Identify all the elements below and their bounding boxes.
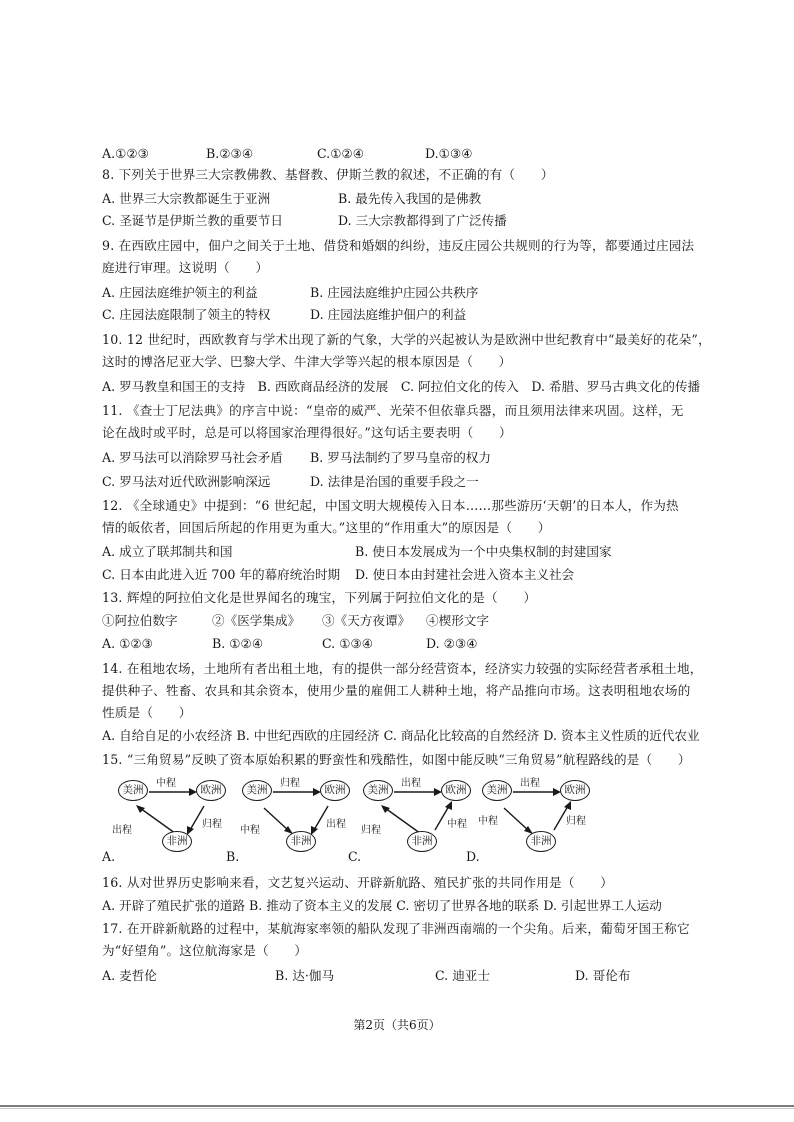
route-label-right: 归程: [566, 816, 586, 827]
triangle-trade-diagram-b: [242, 776, 350, 852]
q10-stem-line2: 这时的博洛尼亚大学、巴黎大学、牛津大学等兴起的根本原因是（ ）: [102, 354, 512, 369]
q12-option-c: C. 日本由此进入近 700 年的幕府统治时期: [102, 567, 341, 582]
q12-stem-line2: 情的皈依者，回国后所起的作用更为重大。”这里的“作用重大”的原因是（ ）: [102, 520, 551, 535]
q14-stem-line3: 性质是（ ）: [102, 705, 192, 720]
q11-option-c: C. 罗马法对近代欧洲影响深远: [102, 474, 271, 489]
q12-stem-line1: 12. 《全球通史》中提到：“6 世纪起，中国文明大规模传入日本……那些游历‘天朝’的日本人，作为热: [102, 498, 679, 513]
route-label-left: 出程: [112, 825, 132, 836]
q17-option-d: D. 哥伦布: [575, 968, 631, 983]
q11-option-a: A. 罗马法可以消除罗马社会矛盾: [102, 450, 283, 465]
q14-options: A. 自给自足的小农经济 B. 中世纪西欧的庄园经济 C. 商品化比较高的自然经济 D. 资本主义性质的近代农业: [102, 728, 700, 743]
diagram-b-letter: B.: [226, 849, 240, 864]
q17-stem-line1: 17. 在开辟新航路的过程中，某航海家率领的船队发现了非洲西南端的一个尖角。后来，葡萄牙国王称它: [102, 921, 690, 936]
q13-option-d: D. ②③④: [426, 636, 478, 651]
q17-option-c: C. 迪亚士: [435, 968, 490, 983]
q11-stem-line1: 11. 《查士丁尼法典》的序言中说：“皇帝的威严、光荣不但依靠兵器，而且须用法律来巩固。这样，无: [102, 403, 684, 418]
q13-option-b: B. ①②④: [212, 636, 264, 651]
q11-option-b: B. 罗马法制约了罗马皇帝的权力: [310, 450, 491, 465]
q17-option-a: A. 麦哲伦: [102, 968, 157, 983]
q8-option-b: B. 最先传入我国的是佛教: [338, 191, 482, 206]
africa-node: 非洲: [162, 831, 192, 852]
america-node: 美洲: [482, 780, 512, 801]
q14-stem-line2: 提供种子、牲畜、农具和其余资本，使用少量的雇佣工人耕种土地，将产品推向市场。这表明租地农场的: [102, 683, 691, 698]
route-label-right: 归程: [202, 819, 222, 830]
america-node: 美洲: [363, 780, 393, 801]
q12-option-d: D. 使日本由封建社会进入资本主义社会: [355, 567, 575, 582]
route-label-left: 归程: [361, 825, 381, 836]
q14-stem-line1: 14. 在租地农场，土地所有者出租土地，有的提供一部分经营资本，经济实力较强的实际经营者承租土地，: [102, 661, 703, 676]
diagram-a-letter: A.: [102, 849, 116, 864]
q17-option-b: B. 达·伽马: [275, 968, 335, 983]
route-label-right: 出程: [326, 819, 346, 830]
q11-option-d: D. 法律是治国的重要手段之一: [310, 474, 479, 489]
q13-item-2: ②《医学集成》: [212, 613, 301, 628]
q16-stem: 16. 从对世界历史影响来看，文艺复兴运动、开辟新航路、殖民扩张的共同作用是（ ）: [102, 875, 613, 890]
route-label-top: 归程: [280, 778, 300, 789]
q8-option-a: A. 世界三大宗教都诞生于亚洲: [102, 191, 271, 206]
route-label-left: 中程: [240, 825, 260, 836]
diagram-d-letter: D.: [466, 849, 480, 864]
q9-stem-line2: 庭进行审理。这说明（ ）: [102, 260, 269, 275]
europe-node: 欧洲: [320, 780, 350, 801]
q7-option-d: D.①③④: [425, 146, 473, 161]
q13-option-c: C. ①③④: [322, 636, 374, 651]
q8-option-d: D. 三大宗教都得到了广泛传播: [338, 213, 507, 228]
q12-option-a: A. 成立了联邦制共和国: [102, 544, 233, 559]
africa-node: 非洲: [286, 831, 316, 852]
africa-node: 非洲: [407, 831, 437, 852]
route-label-right: 中程: [447, 819, 467, 830]
africa-node: 非洲: [526, 831, 556, 852]
q17-stem-line2: 为“好望角”。这位航海家是（ ）: [102, 943, 308, 958]
q7-option-c: C.①②④: [317, 146, 365, 161]
q10-options: A. 罗马教皇和国王的支持 B. 西欧商品经济的发展 C. 阿拉伯文化的传入 D. 希腊、罗马古典文化的传播: [102, 379, 701, 394]
q9-option-b: B. 庄园法庭维护庄园公共秩序: [310, 285, 479, 300]
q13-stem: 13. 辉煌的阿拉伯文化是世界闻名的瑰宝，下列属于阿拉伯文化的是（ ）: [102, 590, 537, 605]
europe-node: 欧洲: [560, 780, 590, 801]
triangle-trade-diagram-a: [112, 776, 226, 852]
q16-options: A. 开辟了殖民扩张的道路 B. 推动了资本主义的发展 C. 密切了世界各地的联系 D. 引起世界工人运动: [102, 898, 662, 913]
q15-stem: 15. “三角贸易”反映了资本原始积累的野蛮性和残酷性，如图中能反映“三角贸易”航程路线的是（ ）: [102, 752, 691, 767]
page-number-footer: 第2页（共6页）: [353, 1018, 441, 1032]
q7-option-b: B.②③④: [206, 146, 254, 161]
q13-item-3: ③《天方夜谭》: [322, 613, 411, 628]
q9-option-c: C. 庄园法庭限制了领主的特权: [102, 307, 271, 322]
q13-item-4: ④楔形文字: [426, 613, 489, 628]
route-label-top: 中程: [156, 778, 176, 789]
q10-stem-line1: 10. 12 世纪时，西欧教育与学术出现了新的气象，大学的兴起被认为是欧洲中世纪教育中“最美好的花朵”，: [102, 332, 711, 347]
q12-option-b: B. 使日本发展成为一个中央集权制的封建国家: [355, 544, 612, 559]
route-label-left: 中程: [478, 816, 498, 827]
q11-stem-line2: 论在战时或平时，总是可以将国家治理得很好。”这句话主要表明（ ）: [102, 425, 512, 440]
diagram-c-letter: C.: [348, 849, 362, 864]
triangle-trade-diagram-d: [478, 776, 590, 852]
scan-bottom-edge-shadow: [0, 1108, 794, 1109]
q9-stem-line1: 9. 在西欧庄园中，佃户之间关于土地、借贷和婚姻的纠纷，违反庄园公共规则的行为等，都要通过庄园法: [102, 238, 695, 253]
america-node: 美洲: [242, 780, 272, 801]
route-label-top: 出程: [401, 778, 421, 789]
europe-node: 欧洲: [441, 780, 471, 801]
america-node: 美洲: [118, 780, 148, 801]
scan-bottom-edge: [0, 1105, 794, 1107]
europe-node: 欧洲: [196, 780, 226, 801]
q13-item-1: ①阿拉伯数字: [102, 613, 178, 628]
q9-option-a: A. 庄园法庭维护领主的利益: [102, 285, 258, 300]
q8-option-c: C. 圣诞节是伊斯兰教的重要节日: [102, 213, 283, 228]
q9-option-d: D. 庄园法庭维护佃户的利益: [310, 307, 467, 322]
q13-option-a: A. ①②③: [102, 636, 153, 651]
q8-stem: 8. 下列关于世界三大宗教佛教、基督教、伊斯兰教的叙述，不正确的有（ ）: [102, 167, 554, 182]
route-label-top: 出程: [520, 778, 540, 789]
q7-option-a: A.①②③: [102, 146, 149, 161]
triangle-trade-diagram-c: [363, 776, 471, 852]
